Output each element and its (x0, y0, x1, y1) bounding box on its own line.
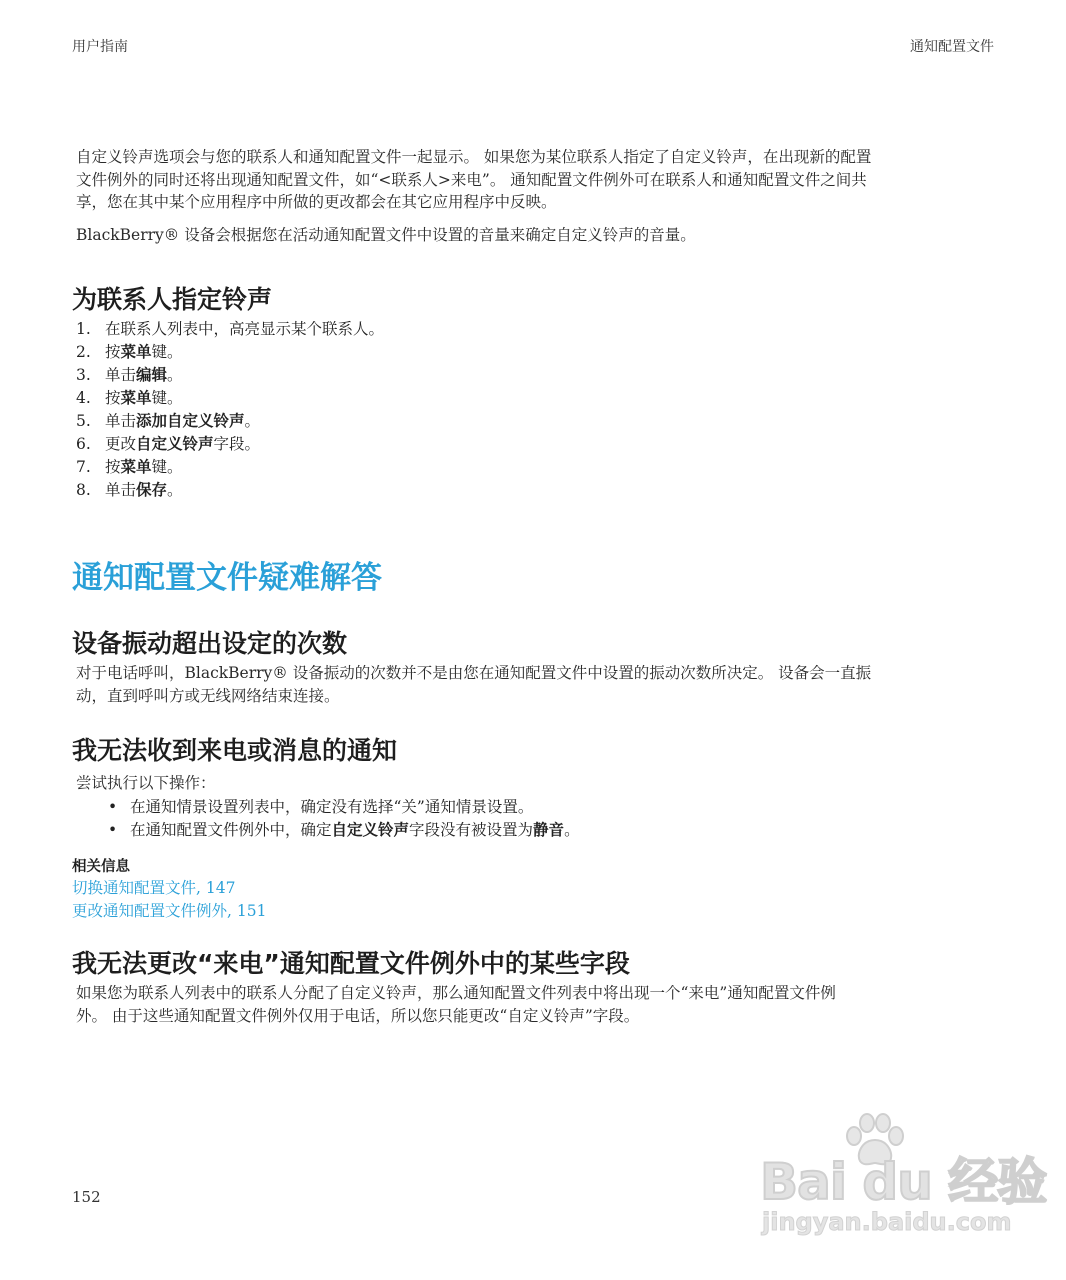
troubleshooting-heading: 通知配置文件疑难解答 (72, 560, 382, 596)
step-item (76, 410, 384, 433)
vibrate-paragraph (76, 662, 996, 707)
step-ui-term: 保存 (136, 481, 168, 499)
step-item (76, 433, 384, 456)
bullet-text: 在通知配置文件例外中，确定 (130, 821, 332, 839)
step-ui-term: 菜单 (120, 389, 152, 407)
bullet-text: 在通知情景设置列表中，确定没有选择“关”通知情景设置。 (130, 798, 534, 816)
assign-ringtone-heading: 为联系人指定铃声 (72, 285, 273, 314)
bullet-item (108, 819, 580, 842)
vibrate-line-1: 对于电话呼叫，BlackBerry® 设备振动的次数并不是由您在通知配置文件中设置的振动次数所决定。 设备会一直振 (76, 664, 872, 682)
bullet-ui-term: 静音 (533, 821, 565, 839)
step-text: 。 (167, 366, 183, 384)
step-text: 字段。 (213, 435, 261, 453)
header-doc-title: 用户指南 (72, 39, 128, 55)
step-item (76, 387, 384, 410)
vibrate-heading: 设备振动超出设定的次数 (72, 629, 348, 658)
no-notification-bullets (108, 796, 580, 842)
step-item (76, 479, 384, 502)
link-change-profile-exception[interactable]: 更改通知配置文件例外, 151 (72, 902, 267, 920)
step-text: 按 (105, 343, 121, 361)
step-text: 单击 (105, 481, 137, 499)
step-text: 在联系人列表中，高亮显示某个联系人。 (105, 320, 385, 338)
step-ui-term: 添加自定义铃声 (136, 412, 245, 430)
step-number: 6. (76, 435, 91, 453)
step-ui-term: 菜单 (120, 458, 152, 476)
step-number: 3. (76, 366, 91, 384)
step-ui-term: 自定义铃声 (136, 435, 214, 453)
header-chapter-title: 通知配置文件 (910, 39, 994, 55)
baidu-watermark (752, 1112, 1047, 1252)
cannot-change-heading: 我无法更改“来电”通知配置文件例外中的某些字段 (72, 949, 630, 978)
step-item (76, 456, 384, 479)
bullet-text: 。 (564, 821, 580, 839)
volume-paragraph: BlackBerry® 设备会根据您在活动通知配置文件中设置的音量来确定自定义铃声的音量。 (76, 226, 696, 244)
intro-line-2: 文件例外的同时还将出现通知配置文件，如“<联系人>来电”。 通知配置文件例外可在联系人和通知配置文件之间共 (76, 170, 867, 189)
bullet-marker: • (108, 821, 118, 839)
step-number: 1. (76, 320, 91, 338)
no-notification-intro: 尝试执行以下操作： (76, 774, 216, 792)
bullet-item (108, 796, 580, 819)
step-text: 键。 (151, 389, 183, 407)
step-text: 。 (167, 481, 183, 499)
page-number: 152 (72, 1188, 101, 1206)
related-info-title: 相关信息 (72, 859, 130, 875)
intro-paragraph (76, 146, 996, 214)
no-notification-heading: 我无法收到来电或消息的通知 (72, 736, 398, 765)
step-text: 键。 (151, 343, 183, 361)
intro-line-3: 享，您在其中某个应用程序中所做的更改都会在其它应用程序中反映。 (76, 193, 557, 211)
step-text: 。 (244, 412, 261, 430)
cannot-change-line-1: 如果您为联系人列表中的联系人分配了自定义铃声，那么通知配置文件列表中将出现一个“来电”通知配置文件例 (76, 984, 836, 1002)
step-text: 按 (105, 458, 121, 476)
bullet-text: 字段没有被设置为 (409, 821, 534, 839)
step-text: 按 (105, 389, 121, 407)
bullet-ui-term: 自定义铃声 (331, 821, 410, 839)
step-number: 5. (76, 412, 91, 430)
step-number: 8. (76, 481, 91, 499)
step-text: 单击 (105, 412, 137, 430)
watermark-brand: Bai du 经验 (760, 1153, 1047, 1211)
bullet-marker: • (108, 798, 118, 816)
step-ui-term: 菜单 (120, 343, 152, 361)
step-item (76, 364, 384, 387)
vibrate-line-2: 动，直到呼叫方或无线网络结束连接。 (76, 686, 340, 705)
step-ui-term: 编辑 (136, 366, 168, 384)
link-switch-profile[interactable]: 切换通知配置文件, 147 (72, 879, 236, 897)
step-text: 更改 (105, 435, 137, 453)
step-item (76, 318, 384, 341)
step-text: 键。 (151, 458, 183, 476)
cannot-change-paragraph (76, 982, 996, 1027)
watermark-url: jingyan.baidu.com (762, 1208, 1012, 1236)
step-text: 单击 (105, 366, 137, 384)
cannot-change-line-2: 外。 由于这些通知配置文件例外仅用于电话，所以您只能更改“自定义铃声”字段。 (76, 1006, 640, 1025)
assign-ringtone-steps (76, 318, 384, 502)
step-number: 4. (76, 389, 91, 407)
step-item (76, 341, 384, 364)
intro-line-1: 自定义铃声选项会与您的联系人和通知配置文件一起显示。 如果您为某位联系人指定了自定义铃声，在出现新的配置 (76, 148, 872, 166)
step-number: 7. (76, 458, 91, 476)
step-number: 2. (76, 343, 91, 361)
